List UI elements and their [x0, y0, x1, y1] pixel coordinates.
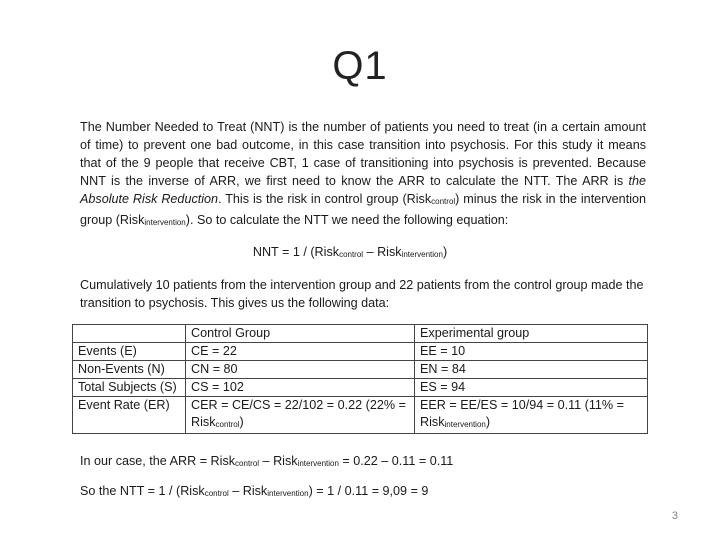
table-row: [73, 343, 648, 361]
table-cell: CS = 102: [186, 379, 415, 397]
nnt-subscript-control: control: [204, 489, 229, 498]
cer-subscript: control: [215, 420, 240, 429]
intro-text-2: . This is the risk in control group (Risk: [218, 192, 432, 206]
table-header-cell: [73, 325, 186, 343]
table-cell: [415, 397, 648, 434]
table-row-label: Events (E): [73, 343, 186, 361]
table-header-cell: Experimental group: [415, 325, 648, 343]
arr-result: [80, 452, 453, 473]
intro-text-1: The Number Needed to Treat (NNT) is the number of patients you need to treat (in a certain amount of time) to prevent one bad outcome, in this case transition into psychosis. For this study it means that of the 9 people that receive CBT, 1 case of transitioning into psychosis is prevented. Because NNT is the inverse of ARR, we first need to know the ARR to calculate the NTT. The ARR is: [80, 120, 646, 188]
table-cell: CN = 80: [186, 361, 415, 379]
nnt-middle: – Risk: [228, 484, 268, 498]
nnt-suffix: ) = 1 / 0.11 = 9,09 = 9: [308, 484, 429, 498]
table-row-label: Non-Events (N): [73, 361, 186, 379]
cer-end: ): [239, 415, 244, 429]
arr-suffix: = 0.22 – 0.11 = 0.11: [338, 454, 454, 468]
intro-text-4: ). So to calculate the NTT we need the following equation:: [185, 213, 509, 227]
equation-subscript-intervention: intervention: [401, 250, 443, 259]
eer-end: ): [485, 415, 491, 429]
table-header-cell: Control Group: [186, 325, 415, 343]
nnt-result: [80, 482, 428, 503]
equation-suffix: ): [442, 245, 448, 259]
arr-prefix: In our case, the ARR = Risk: [80, 454, 236, 468]
eer-subscript: intervention: [444, 420, 486, 429]
slide-title: Q1: [332, 44, 388, 88]
subscript-control: control: [431, 197, 456, 206]
intro-paragraph: [80, 118, 646, 232]
data-table: [72, 324, 648, 434]
equation-middle: – Risk: [363, 245, 402, 259]
slide-content: [78, 118, 646, 498]
data-intro-paragraph: Cumulatively 10 patients from the intervention group and 22 patients from the control group made the transition to psychosis. This gives us the following data:: [80, 278, 644, 310]
arr-subscript-control: control: [235, 459, 260, 468]
arr-subscript-intervention: intervention: [297, 459, 339, 468]
page-number: 3: [671, 510, 678, 522]
table-row-label: Event Rate (ER): [73, 397, 186, 434]
equation-subscript-control: control: [339, 250, 364, 259]
table-cell: CE = 22: [186, 343, 415, 361]
table-row-label: Total Subjects (S): [73, 379, 186, 397]
table-row: [73, 361, 648, 379]
subscript-intervention: intervention: [144, 218, 186, 227]
cer-text: CER = CE/CS = 22/102 = 0.22 (22% = Risk: [191, 398, 406, 429]
table-cell: EN = 84: [415, 361, 648, 379]
intro-text-3: ) minus the risk in the intervention group (Risk: [80, 192, 646, 227]
eer-text: EER = EE/ES = 10/94 = 0.11 (11% = Risk: [420, 398, 624, 429]
intro-italic-arr: the Absolute Risk Reduction: [80, 174, 646, 206]
nnt-prefix: So the NTT = 1 / (Risk: [80, 484, 205, 498]
equation-prefix: NNT = 1 / (Risk: [252, 245, 340, 259]
nnt-subscript-intervention: intervention: [267, 489, 309, 498]
table-row: [73, 397, 648, 434]
table-header-row: [73, 325, 648, 343]
nnt-equation: [80, 243, 646, 264]
table-cell: EE = 10: [415, 343, 648, 361]
arr-middle: – Risk: [259, 454, 298, 468]
table-row: [73, 379, 648, 397]
table-cell: [186, 397, 415, 434]
table-cell: ES = 94: [415, 379, 648, 397]
